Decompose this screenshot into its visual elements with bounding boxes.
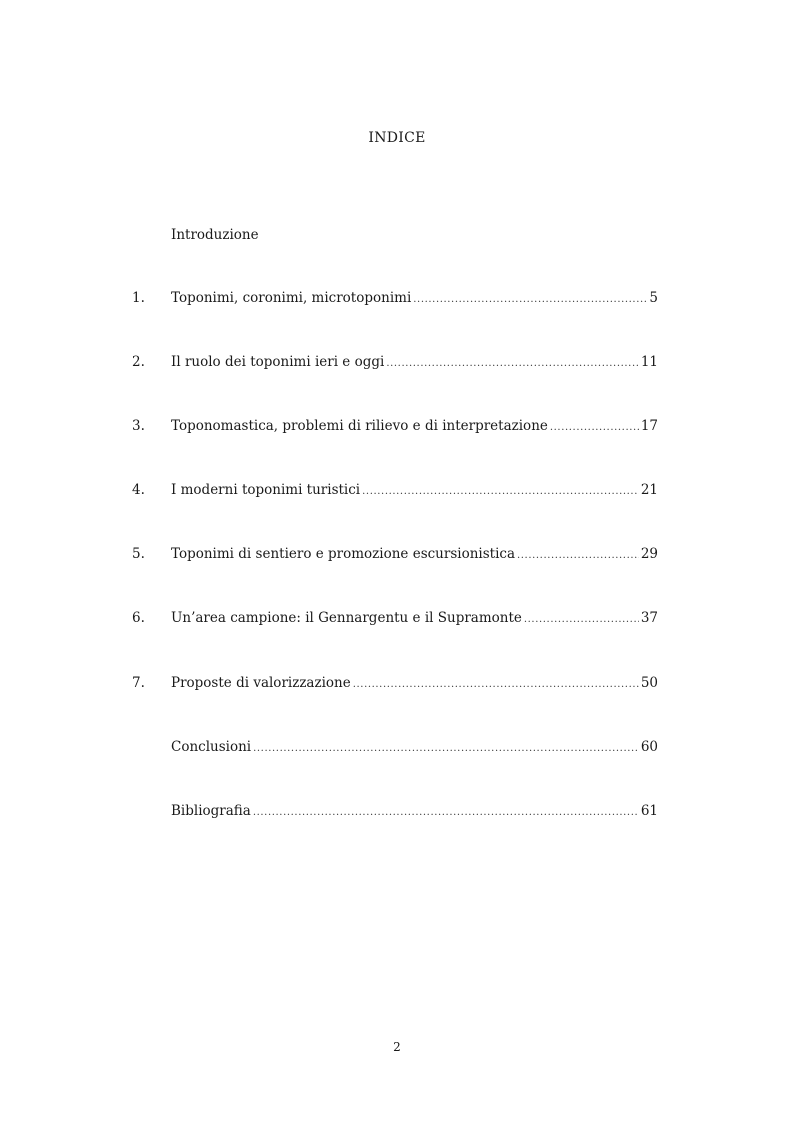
toc-entry	[132, 418, 658, 438]
toc-entry-title: Toponimi di sentiero e promozione escursionistica	[171, 546, 515, 562]
toc-entry	[132, 803, 658, 823]
toc-entry-page: 21	[640, 482, 658, 498]
toc-entry-page: 5	[649, 290, 658, 306]
toc-entry-page: 29	[640, 546, 658, 562]
toc-entry	[132, 675, 658, 695]
toc-entry-number: 3.	[132, 418, 145, 434]
toc-entry	[132, 290, 658, 310]
page-number-footer: 2	[393, 1040, 401, 1054]
toc-entry-page: 37	[640, 610, 658, 626]
toc-entry-title: Un’area campione: il Gennargentu e il Supramonte	[171, 610, 522, 626]
toc-entry-page: 60	[640, 739, 658, 755]
page-title: INDICE	[368, 130, 426, 146]
toc-entry	[132, 546, 658, 566]
toc-entry-page: 50	[640, 675, 658, 691]
dot-leader	[362, 482, 639, 498]
toc-entry-title: Toponimi, coronimi, microtoponimi	[171, 290, 412, 306]
toc-entry-number: 6.	[132, 610, 145, 626]
toc-entry-introduzione	[132, 227, 658, 247]
toc-entry-title: Bibliografia	[171, 803, 251, 819]
toc-entry	[132, 482, 658, 502]
toc-entry-title: I moderni toponimi turistici	[171, 482, 361, 498]
toc-entry-page: 17	[640, 418, 658, 434]
toc-entry-title: Conclusioni	[171, 739, 252, 755]
toc-entry-title: Proposte di valorizzazione	[171, 675, 351, 691]
toc-entry-number: 1.	[132, 290, 145, 306]
toc-entry-page: 61	[640, 803, 658, 819]
toc-entry	[132, 739, 658, 759]
dot-leader	[413, 290, 647, 306]
dot-leader	[253, 803, 639, 819]
toc-entry-number: 4.	[132, 482, 145, 498]
dot-leader	[550, 418, 639, 434]
toc-entry-page: 11	[640, 354, 658, 370]
toc-entry-title: Introduzione	[171, 227, 259, 243]
toc-entry-title: Toponomastica, problemi di rilievo e di interpretazione	[171, 418, 548, 434]
toc-entry-number: 5.	[132, 546, 145, 562]
toc-entry	[132, 610, 658, 630]
toc-entry-number: 2.	[132, 354, 145, 370]
dot-leader	[386, 354, 638, 370]
toc-entry-number: 7.	[132, 675, 145, 691]
dot-leader	[253, 739, 639, 755]
dot-leader	[517, 546, 639, 562]
dot-leader	[353, 675, 639, 691]
dot-leader	[524, 610, 639, 626]
toc-entry	[132, 354, 658, 374]
toc-entry-title: Il ruolo dei toponimi ieri e oggi	[171, 354, 385, 370]
